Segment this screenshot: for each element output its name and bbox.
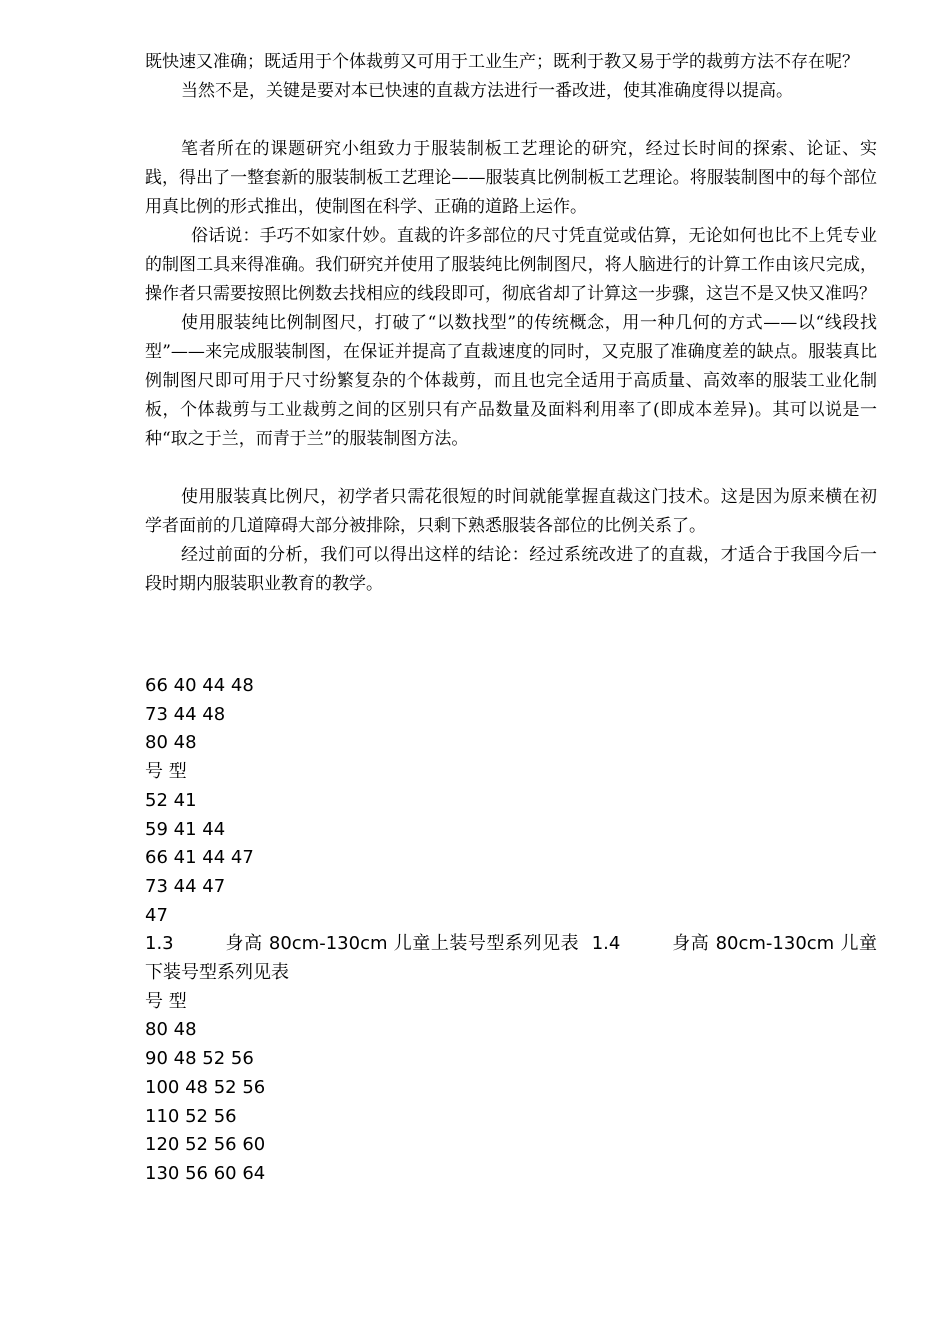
list-line: 100 48 52 56 [145,1076,266,1098]
paragraph-ruler: 使用服装纯比例制图尺，打破了“以数找型”的传统概念，用一种几何的方式——以“线段找型”——来完成服装制图，在保证并提高了直裁速度的同时，又克服了准确度差的缺点。服装真比例制图尺即可用于尺寸纷繁复杂的个体裁剪，而且也完全适用于高质量、高效率的服装工业化制板，个体裁剪与工业裁剪之间的区别只有产品数量及面料利用率了(即成本差异)。其可以说是一种“取之于兰，而青于兰”的服装制图方法。 [145,313,877,449]
list-line: 73 44 48 [145,703,226,725]
list-line: 52 41 [145,789,197,811]
document-page [145,48,877,1189]
paragraph-proverb: 俗话说：手巧不如家什妙。直裁的许多部位的尺寸凭直觉或估算，无论如何也比不上凭专业的制图工具来得准确。我们研究并使用了服装纯比例制图尺，将人脑进行的计算工作由该尺完成，操作者只需要按照比例数去找相应的线段即可，彻底省却了计算这一步骤，这岂不是又快又准吗？ [145,226,877,304]
list-line: 47 [145,904,168,926]
list-line: 80 48 [145,1019,197,1041]
list-line: 90 48 52 56 [145,1048,254,1070]
section-gap [145,643,877,672]
paragraph-gap [145,454,877,483]
list-line: 130 56 60 64 [145,1162,266,1184]
paragraph-intro: 既快速又准确；既适用于个体裁剪又可用于工业生产；既利于教又易于学的裁剪方法不存在呢？ [145,52,859,72]
list-line: 号 型 [145,990,187,1012]
caption-text: 身高 80cm-130cm 儿童下装号型系列见表 [145,933,878,984]
paragraph-answer: 当然不是，关键是要对本已快速的直裁方法进行一番改进，使其准确度得以提高。 [181,81,793,101]
paragraph-gap [145,106,877,135]
caption-number: 1.3 [145,933,174,955]
list-line: 59 41 44 [145,818,226,840]
list-line: 120 52 56 60 [145,1134,266,1156]
table-caption [145,930,877,987]
list-line: 66 41 44 47 [145,847,254,869]
list-line: 73 44 47 [145,875,226,897]
size-list-upper [145,672,877,930]
paragraph-conclusion: 经过前面的分析，我们可以得出这样的结论：经过系统改进了的直裁，才适合于我国今后一段时期内服装职业教育的教学。 [145,545,877,594]
list-line: 110 52 56 [145,1105,237,1127]
caption-number: 1.4 [591,933,621,955]
section-gap [145,599,877,643]
paragraph-beginner: 使用服装真比例尺，初学者只需花很短的时间就能掌握直裁这门技术。这是因为原来横在初学者面前的几道障碍大部分被排除，只剩下熟悉服装各部位的比例关系了。 [145,487,877,536]
caption-text: 身高 80cm-130cm 儿童上装号型系列见表 [225,933,580,955]
list-line: 80 48 [145,732,197,754]
size-list-lower [145,988,877,1189]
list-line: 66 40 44 48 [145,675,254,696]
paragraph-research: 笔者所在的课题研究小组致力于服装制板工艺理论的研究，经过长时间的探索、论证、实践，得出了一整套新的服装制板工艺理论——服装真比例制板工艺理论。将服装制图中的每个部位用真比例的形式推出，使制图在科学、正确的道路上运作。 [145,139,877,217]
list-line: 号 型 [145,761,187,783]
